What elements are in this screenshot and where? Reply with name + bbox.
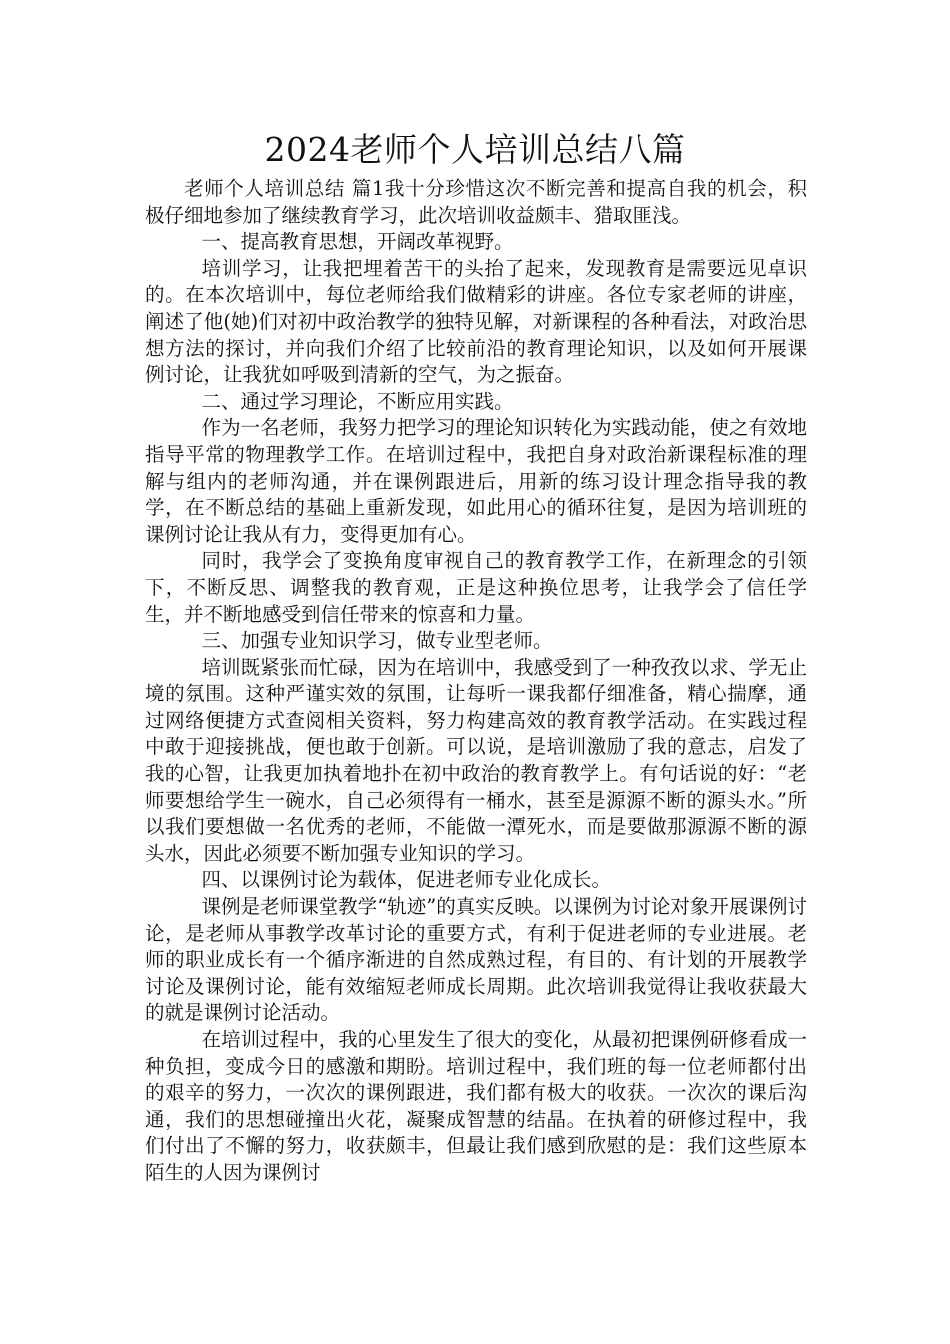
paragraph: 培训既紧张而忙碌，因为在培训中，我感受到了一种孜孜以求、学无止境的氛围。这种严谨实效的氛围，让每听一课我都仔细准备，精心揣摩，通过网络便捷方式查阅相关资料，努力构建高效的教育教学活动。在实践过程中敢于迎接挑战，便也敢于创新。可以说，是培训激励了我的意志，启发了我的心智，让我更加执着地扑在初中政治的教育教学上。有句话说的好：“老师要想给学生一碗水，自己必须得有一桶水，甚至是源源不断的源头水。”所以我们要想做一名优秀的老师，不能做一潭死水，而是要做那源源不断的源头水，因此必须要不断加强专业知识的学习。	[145, 655, 807, 865]
paragraph: 作为一名老师，我努力把学习的理论知识转化为实践动能，使之有效地指导平常的物理教学工作。在培训过程中，我把自身对政治新课程标准的理解与组内的老师沟通，并在课例跟进后，用新的练习设计理念指导我的教学，在不断总结的基础上重新发现，如此用心的循环往复，是因为培训班的课例讨论让我从有力，变得更加有心。	[145, 416, 807, 546]
document-title: 2024老师个人培训总结八篇	[264, 130, 686, 169]
paragraph: 培训学习，让我把埋着苦干的头抬了起来，发现教育是需要远见卓识的。在本次培训中，每位老师给我们做精彩的讲座。各位专家老师的讲座，阐述了他(她)们对初中政治教学的独特见解，对新课程的各种看法，对政治思想方法的探讨，并向我们介绍了比较前沿的教育理论知识，以及如何开展课例讨论，让我犹如呼吸到清新的空气，为之振奋。	[145, 256, 807, 387]
document-body	[145, 176, 807, 1187]
section-heading-4: 四、以课例讨论为载体，促进老师专业化成长。	[201, 868, 612, 892]
paragraph-intro: 老师个人培训总结 篇1我十分珍惜这次不断完善和提高自我的机会，积极仔细地参加了继续教育学习，此次培训收益颇丰、猎取匪浅。	[145, 177, 807, 227]
paragraph: 同时，我学会了变换角度审视自己的教育教学工作，在新理念的引领下，不断反思、调整我的教育观，正是这种换位思考，让我学会了信任学生，并不断地感受到信任带来的惊喜和力量。	[145, 549, 807, 626]
section-heading-3: 三、加强专业知识学习，做专业型老师。	[201, 629, 553, 653]
section-heading-2: 二、通过学习理论，不断应用实践。	[201, 389, 514, 413]
section-heading-1: 一、提高教育思想，开阔改革视野。	[201, 230, 514, 254]
paragraph: 课例是老师课堂教学“轨迹”的真实反映。以课例为讨论对象开展课例讨论，是老师从事教学改革讨论的重要方式，有利于促进老师的专业进展。老师的职业成长有一个循序渐进的自然成熟过程，有目的、有计划的开展教学讨论及课例讨论，能有效缩短老师成长周期。此次培训我觉得让我收获最大的就是课例讨论活动。	[145, 895, 807, 1025]
paragraph: 在培训过程中，我的心里发生了很大的变化，从最初把课例研修看成一种负担，变成今日的感激和期盼。培训过程中，我们班的每一位老师都付出的艰辛的努力，一次次的课例跟进，我们都有极大的收获。一次次的课后沟通，我们的思想碰撞出火花，凝聚成智慧的结晶。在执着的研修过程中，我们付出了不懈的努力，收获颇丰，但最让我们感到欣慰的是：我们这些原本陌生的人因为课例讨	[145, 1028, 807, 1184]
